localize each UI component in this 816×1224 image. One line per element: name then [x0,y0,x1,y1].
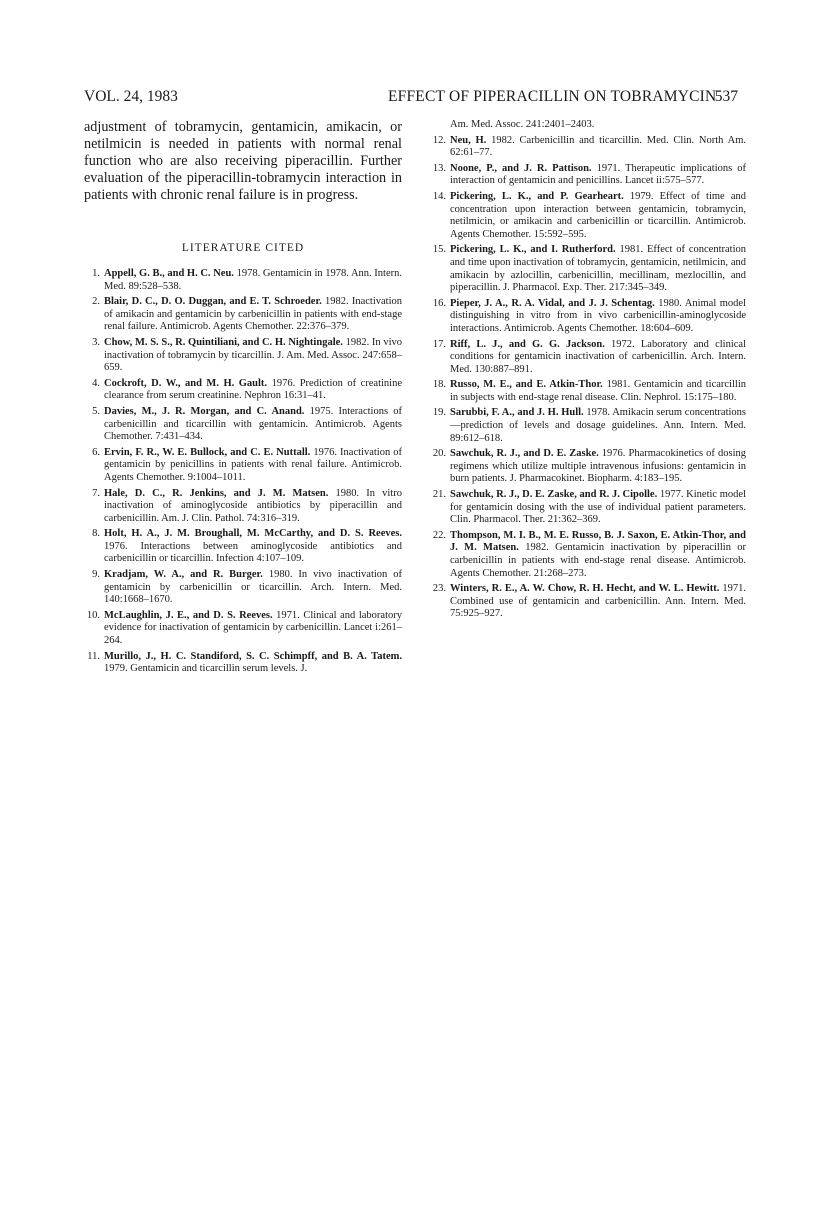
reference-authors: Pickering, L. K., and I. Rutherford. [450,244,616,256]
reference-item [84,337,402,375]
reference-item [84,296,402,334]
reference-item [84,569,402,607]
reference-text: 1976. Interactions between aminoglycoside antibiotics and carbenicillin or ticarcillin. Infection 4:107–109. [104,540,402,565]
reference-text: 1971. Therapeutic implications of interaction of gentamicin and penicillins. Lancet ii:575–577. [450,162,746,187]
reference-text: 1971. Clinical and laboratory evidence for inactivation of gentamicin by carbenicillin. Lancet i:261–264. [104,609,402,647]
reference-authors: Neu, H. [450,134,487,146]
reference-authors: Sarubbi, F. A., and J. H. Hull. [450,407,584,419]
reference-item [430,583,746,621]
reference-number: 7. [92,487,100,499]
reference-authors: Russo, M. E., and E. Atkin-Thor. [450,379,603,391]
reference-text: 1971. Combined use of gentamicin and carbenicillin. Ann. Intern. Med. 75:925–927. [450,583,747,620]
reference-number: 14. [432,190,446,202]
reference-text: 1978. Gentamicin in 1978. Ann. Intern. Med. 89:528–538. [104,268,402,292]
reference-number: 2. [92,296,100,308]
reference-text: 1980. In vivo inactivation of gentamicin by carbenicillin or ticarcillin. Arch. Intern. Med. 140:1668–1670. [104,569,402,606]
intro-paragraph: adjustment of tobramycin, gentamicin, amikacin, or netilmicin is needed in patients with normal renal function who are also receiving piperacillin. Further evaluation of the piperacillin-tobramycin interaction in patients with chronic renal failure is in progress. [84,119,402,203]
reference-item [84,378,402,403]
reference-number: 17. [432,338,446,350]
reference-number: 3. [92,336,100,348]
reference-number: 22. [432,529,446,541]
reference-authors: Cockroft, D. W., and M. H. Gault. [104,377,268,389]
reference-number: 12. [432,134,446,146]
page-number: 537 [714,88,738,105]
reference-number: 5. [92,405,100,417]
reference-number: 10. [86,609,100,621]
reference-item [430,379,746,404]
reference-number: 11. [87,650,100,662]
reference-number: 20. [432,448,446,460]
reference-text: 1972. Laboratory and clinical conditions for gentamicin inactivation of carbenicillin. Arch. Intern. Med. 130:887–891. [450,338,746,375]
reference-text: 1976. Prediction of creatinine clearance from serum creatinine. Nephron 16:31–41. [104,377,403,402]
reference-item [430,339,746,377]
reference-number: 21. [432,489,446,501]
reference-number: 19. [432,407,446,419]
reference-continuation [430,119,746,132]
reference-text: 1982. Inactivation of amikacin and gentamicin by carbenicillin in patients with end-stage renal failure. Antimicrob. Agents Chemother. 22:376–379. [104,296,402,333]
reference-authors: Riff, L. J., and G. G. Jackson. [450,338,605,350]
reference-item [430,163,746,188]
reference-authors: Chow, M. S. S., R. Quintiliani, and C. H. Nightingale. [104,336,343,348]
reference-text: 1982. Carbenicillin and ticarcillin. Med. Clin. North Am. 62:61–77. [450,134,746,159]
running-header [84,88,738,112]
reference-number: 9. [92,569,100,581]
reference-item [84,406,402,444]
reference-number: 18. [432,379,446,391]
running-title: EFFECT OF PIPERACILLIN ON TOBRAMYCIN [388,88,717,105]
reference-number: 23. [432,583,446,595]
reference-authors: Davies, M., J. R. Morgan, and C. Anand. [104,405,305,417]
reference-authors: Pieper, J. A., R. A. Vidal, and J. J. Schentag. [450,297,655,309]
reference-item [84,447,402,485]
right-column [430,119,746,624]
reference-authors: Sawchuk, R. J., D. E. Zaske, and R. J. Cipolle. [450,489,658,501]
reference-text: 1980. In vitro inactivation of aminoglycoside antibiotics by piperacillin and carbenicillin. Am. J. Clin. Pathol. 74:316–319. [104,487,402,524]
reference-number: 4. [92,377,100,389]
reference-item [84,610,402,648]
reference-number: 6. [92,446,100,458]
reference-text: 1976. Inactivation of gentamicin by penicillins in patients with renal failure. Antimicrob. Agents Chemother. 9:1004–1011. [104,446,402,483]
reference-authors: Noone, P., and J. R. Pattison. [450,162,592,174]
reference-item [430,489,746,527]
reference-number: 15. [432,244,446,256]
reference-authors: Holt, H. A., J. M. Broughall, M. McCarthy, and D. S. Reeves. [104,528,402,540]
reference-item [84,528,402,566]
reference-number: 13. [432,162,446,174]
reference-authors: Pickering, L. K., and P. Gearheart. [450,190,624,202]
reference-item [84,651,402,676]
reference-text: 1981. Effect of concentration and time upon inactivation of tobramycin, gentamicin, netilmicin, and amikacin by azlocillin, carbenicillin, mecillinam, mezlocillin, and piperacillin. J. Pharmacol. Exp. Ther. 217:345–349. [450,244,747,294]
reference-text: 1979. Gentamicin and ticarcillin serum levels. J. [104,663,308,675]
reference-authors: Thompson, M. I. B., M. E. Russo, B. J. Saxon, E. Atkin-Thor, and J. M. Matsen. [450,529,746,554]
reference-authors: Winters, R. E., A. W. Chow, R. H. Hecht, and W. L. Hewitt. [450,583,720,595]
reference-text: 1981. Gentamicin and ticarcillin in subjects with end-stage renal disease. Clin. Nephrol. 15:175–180. [450,379,746,403]
reference-authors: Blair, D. C., D. O. Duggan, and E. T. Schroeder. [104,296,322,308]
reference-item [430,530,746,580]
reference-number: 16. [432,297,446,309]
section-title: LITERATURE CITED [181,242,305,254]
reference-text: 1976. Pharmacokinetics of dosing regimens which utilize multiple intravenous infusions: gentamicin in burn patients. J. Pharmacokinet. Biopharm. 4:183–195. [450,448,746,485]
reference-authors: Hale, D. C., R. Jenkins, and J. M. Matsen. [104,487,329,499]
reference-authors: Appell, G. B., and H. C. Neu. [104,268,234,279]
reference-text: 1975. Interactions of carbenicillin and ticarcillin with gentamicin. Antimicrob. Agents Chemother. 7:431–434. [104,405,402,443]
reference-item [430,448,746,486]
volume-label: VOL. 24, 1983 [84,88,178,105]
reference-item [430,298,746,336]
reference-authors: Murillo, J., H. C. Standiford, S. C. Schimpff, and B. A. Tatem. [104,650,402,662]
reference-item [84,488,402,526]
reference-continuation-text: Am. Med. Assoc. 241:2401–2403. [450,119,595,130]
reference-number: 1. [92,268,100,279]
reference-number: 8. [92,528,100,540]
reference-authors: Kradjam, W. A., and R. Burger. [104,569,263,581]
reference-text: 1978. Amikacin serum concentrations—prediction of levels and dosage guidelines. Ann. Intern. Med. 89:612–618. [450,407,747,444]
reference-text: 1982. In vivo inactivation of tobramycin by ticarcillin. J. Am. Med. Assoc. 247:658–659. [104,336,403,374]
reference-text: 1977. Kinetic model for gentamicin dosing with the use of individual patient parameters. Clin. Pharmacol. Ther. 21:362–369. [450,489,746,526]
reference-text: 1982. Gentamicin inactivation by piperacillin or carbenicillin in patients with end-stage renal disease. Antimicrob. Agents Chemother. 21:268–273. [450,542,746,579]
left-column [84,119,402,679]
reference-item [430,191,746,241]
reference-text: 1980. Animal model distinguishing in vitro from in vivo carbenicillin-aminoglycoside interactions. Antimicrob. Agents Chemother. 18:604–609. [450,297,746,334]
reference-item [430,244,746,294]
reference-item [430,407,746,445]
reference-item [430,135,746,160]
reference-authors: McLaughlin, J. E., and D. S. Reeves. [104,609,273,621]
reference-text: 1979. Effect of time and concentration upon interaction between gentamicin, tobramycin, netilmicin, or amikacin and carbenicillin or ticarcillin. Antimicrob. Agents Chemother. 15:592–595. [450,190,747,240]
reference-authors: Ervin, F. R., W. E. Bullock, and C. E. Nuttall. [104,446,311,458]
reference-authors: Sawchuk, R. J., and D. E. Zaske. [450,448,599,460]
reference-item [84,268,402,293]
